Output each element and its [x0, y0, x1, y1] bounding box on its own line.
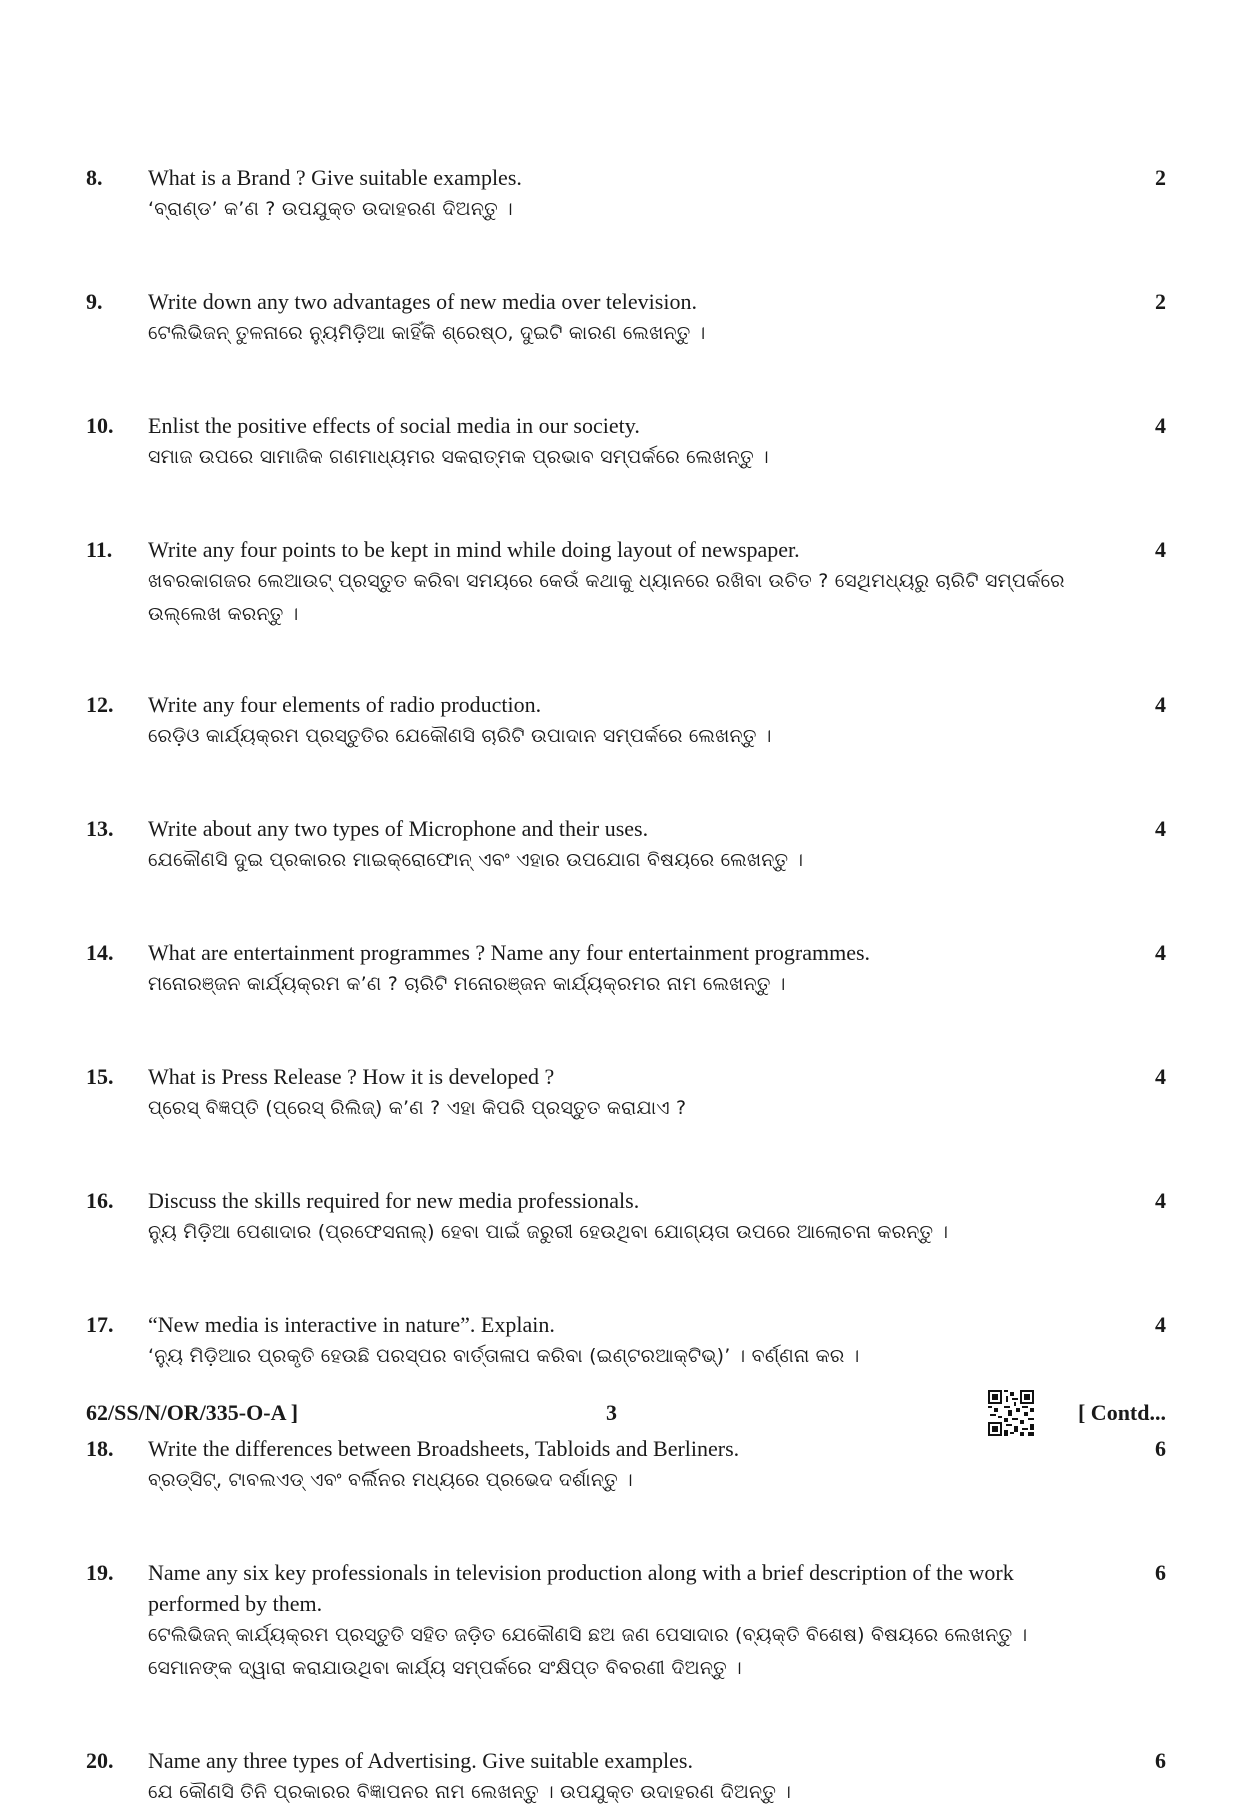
question-marks: 6 [1155, 1436, 1166, 1461]
question-item [86, 286, 1166, 350]
question-item [86, 1061, 1166, 1125]
question-body [148, 813, 1098, 877]
question-marks: 4 [1155, 413, 1166, 438]
question-marks: 2 [1155, 289, 1166, 314]
question-number: 20. [86, 1748, 114, 1773]
question-body [148, 1309, 1098, 1373]
question-item [86, 689, 1166, 753]
question-text-english: Write about any two types of Microphone and their uses. [148, 816, 649, 841]
question-text-odia: ଟେଲିଭିଜନ୍ ତୁଳନାରେ ନ୍ୟୁମିଡ଼ିଆ କାହିଁକି ଶ୍ରେଷ୍ଠ, ଦୁଇଟି କାରଣ ଲେଖନ୍ତୁ । [148, 322, 706, 344]
question-text-odia: ରେଡ଼ିଓ କାର୍ଯ୍ୟକ୍ରମ ପ୍ରସ୍ତୁତିର ଯେକୌଣସି ଚାରିଟି ଉପାଦାନ ସମ୍ପର୍କରେ ଲେଖନ୍ତୁ । [148, 725, 772, 747]
question-number: 17. [86, 1312, 114, 1337]
question-marks: 4 [1155, 940, 1166, 965]
question-item [86, 410, 1166, 474]
question-text-odia: ଟେଲିଭିଜନ୍ କାର୍ଯ୍ୟକ୍ରମ ପ୍ରସ୍ତୁତି ସହିତ ଜଡ଼ିତ ଯେକୌଣସି ଛଅ ଜଣ ପେସାଦାର (ବ୍ୟକ୍ତି ବିଶେଷ) ବିଷୟରେ ଲେଖନ୍ତୁ । ସେମାନଙ୍କ ଦ୍ୱାରା କରାଯାଉଥିବା କାର୍ଯ୍ୟ ସମ୍ପର୍କରେ ସଂକ୍ଷିପ୍ତ ବିବରଣୀ ଦିଅନ୍ତୁ । [148, 1624, 1028, 1679]
question-number: 15. [86, 1064, 114, 1089]
question-number: 9. [86, 289, 103, 314]
question-marks: 6 [1155, 1748, 1166, 1773]
question-text-odia: ମନୋରଞ୍ଜନ କାର୍ଯ୍ୟକ୍ରମ କ’ଣ ? ଚାରିଟି ମନୋରଞ୍ଜନ କାର୍ଯ୍ୟକ୍ରମର ନାମ ଲେଖନ୍ତୁ । [148, 973, 786, 995]
qr-code-icon [988, 1390, 1034, 1436]
question-body [148, 689, 1098, 753]
question-text-english: Discuss the skills required for new media professionals. [148, 1188, 640, 1213]
question-number: 13. [86, 816, 114, 841]
question-text-odia: ଯେକୌଣସି ଦୁଇ ପ୍ରକାରର ମାଇକ୍ରୋଫୋନ୍ ଏବଂ ଏହାର ଉପଯୋଗ ବିଷୟରେ ଲେଖନ୍ତୁ । [148, 849, 804, 871]
question-number: 8. [86, 165, 103, 190]
question-body [148, 410, 1098, 474]
question-text-odia: ଖବରକାଗଜର ଲେଆଉଟ୍ ପ୍ରସ୍ତୁତ କରିବା ସମୟରେ କେଉଁ କଥାକୁ ଧ୍ୟାନରେ ରଖିବା ଉଚିତ ? ସେଥିମଧ୍ୟରୁ ଚାରିଟି ସମ୍ପର୍କରେ ଉଲ୍ଲେଖ କରନ୍ତୁ । [148, 570, 1065, 625]
question-number: 19. [86, 1560, 114, 1585]
question-number: 14. [86, 940, 114, 965]
question-number: 12. [86, 692, 114, 717]
question-number: 10. [86, 413, 114, 438]
question-text-english: Enlist the positive effects of social media in our society. [148, 413, 640, 438]
question-text-english: Write the differences between Broadsheets, Tabloids and Berliners. [148, 1436, 740, 1461]
question-item [86, 1185, 1166, 1249]
question-item [86, 1557, 1166, 1685]
question-text-english: What is a Brand ? Give suitable examples. [148, 165, 522, 190]
question-text-odia: ନ୍ୟୁ ମିଡ଼ିଆ ପେଶାଦାର (ପ୍ରଫେସନାଲ୍) ହେବା ପାଇଁ ଜରୁରୀ ହେଉଥିବା ଯୋଗ୍ୟତା ଉପରେ ଆଲୋଚନା କରନ୍ତୁ । [148, 1221, 949, 1243]
question-body [148, 286, 1098, 350]
question-body [148, 937, 1098, 1001]
question-body [148, 1557, 1098, 1685]
question-item [86, 534, 1166, 631]
question-text-english: Name any six key professionals in television production along with a brief description of the work performed by them. [148, 1560, 1014, 1616]
question-marks: 4 [1155, 537, 1166, 562]
question-text-english: What are entertainment programmes ? Name any four entertainment programmes. [148, 940, 871, 965]
question-text-odia: ‘ବ୍ରାଣ୍ଡ’ କ’ଣ ? ଉପଯୁକ୍ତ ଉଦାହରଣ ଦିଅନ୍ତୁ । [148, 198, 513, 220]
question-marks: 2 [1155, 165, 1166, 190]
question-number: 16. [86, 1188, 114, 1213]
page-number: 3 [606, 1400, 617, 1425]
question-text-odia: ଯେ କୌଣସି ତିନି ପ୍ରକାରର ବିଜ୍ଞାପନର ନାମ ଲେଖନ୍ତୁ । ଉପଯୁକ୍ତ ଉଦାହରଣ ଦିଅନ୍ତୁ । [148, 1781, 792, 1803]
question-text-english: “New media is interactive in nature”. Explain. [148, 1312, 555, 1337]
question-text-odia: ସମାଜ ଉପରେ ସାମାଜିକ ଗଣମାଧ୍ୟମର ସକରାତ୍ମକ ପ୍ରଭାବ ସମ୍ପର୍କରେ ଲେଖନ୍ତୁ । [148, 446, 769, 468]
question-text-english: Name any three types of Advertising. Give suitable examples. [148, 1748, 693, 1773]
question-number: 11. [86, 537, 113, 562]
question-marks: 4 [1155, 1064, 1166, 1089]
question-marks: 4 [1155, 692, 1166, 717]
question-item [86, 937, 1166, 1001]
question-text-odia: ବ୍ରଡ୍‌ସିଟ୍, ଟାବଲଏଡ୍ ଏବଂ ବର୍ଲିନର ମଧ୍ୟରେ ପ୍ରଭେଦ ଦର୍ଶାନ୍ତୁ । [148, 1469, 633, 1491]
question-item [86, 813, 1166, 877]
page-footer [86, 1398, 1166, 1458]
question-marks: 6 [1155, 1560, 1166, 1585]
question-text-english: Write any four elements of radio production. [148, 692, 542, 717]
paper-code: 62/SS/N/OR/335-O-A ] [86, 1400, 299, 1425]
question-marks: 4 [1155, 1188, 1166, 1213]
question-number: 18. [86, 1436, 114, 1461]
question-text-odia: ‘ନ୍ୟୁ ମିଡ଼ିଆର ପ୍ରକୃତି ହେଉଛି ପରସ୍ପର ବାର୍ତ୍ତାଳାପ କରିବା (ଇଣ୍ଟରଆକ୍ଟିଭ୍)’ । ବର୍ଣ୍ଣନା କର । [148, 1345, 860, 1367]
question-body [148, 1061, 1098, 1125]
question-body [148, 162, 1098, 226]
question-text-english: Write any four points to be kept in mind while doing layout of newspaper. [148, 537, 800, 562]
question-marks: 4 [1155, 1312, 1166, 1337]
question-body [148, 534, 1098, 631]
question-list [86, 162, 1166, 1809]
question-marks: 4 [1155, 816, 1166, 841]
question-item [86, 162, 1166, 226]
continued-label: [ Contd... [1077, 1400, 1166, 1425]
question-text-english: Write down any two advantages of new media over television. [148, 289, 697, 314]
question-body [148, 1185, 1098, 1249]
question-item [86, 1309, 1166, 1373]
question-text-odia: ପ୍ରେସ୍ ବିଜ୍ଞପ୍ତି (ପ୍ରେସ୍ ରିଲିଜ୍) କ’ଣ ? ଏହା କିପରି ପ୍ରସ୍ତୁତ କରାଯାଏ ? [148, 1097, 687, 1119]
question-text-english: What is Press Release ? How it is developed ? [148, 1064, 555, 1089]
